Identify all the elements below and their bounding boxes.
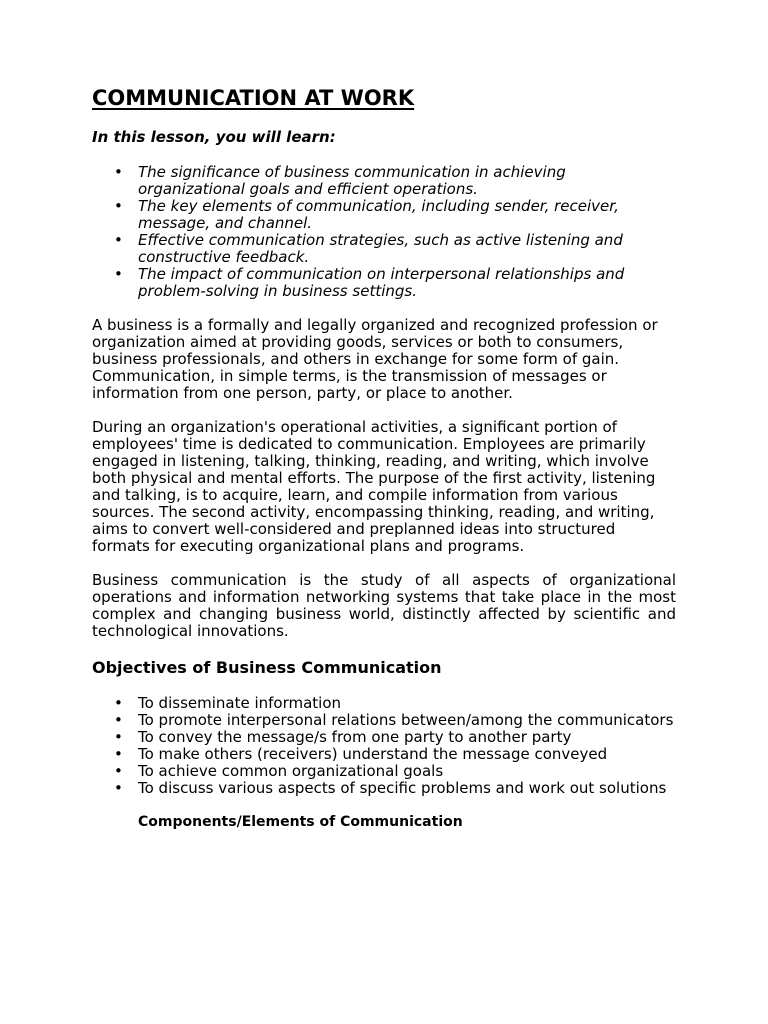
objectives-list (92, 695, 676, 797)
learning-objective-item: • The impact of communication on interpersonal relationships and problem-solving in business settings. (92, 266, 676, 300)
learning-objective-item: • Effective communication strategies, such as active listening and constructive feedback. (92, 232, 676, 266)
objectives-heading: Objectives of Business Communication (92, 658, 442, 677)
paragraph-business-communication: Business communication is the study of all aspects of organizational operations and information networking systems that take place in the most complex and changing business world, distinctly affected by scientific and technological innovations. (92, 571, 676, 640)
components-heading: Components/Elements of Communication (138, 814, 463, 830)
objective-item: • To make others (receivers) understand the message conveyed (92, 746, 676, 763)
objective-item: • To discuss various aspects of specific problems and work out solutions (92, 780, 676, 797)
lesson-intro: In this lesson, you will learn: (92, 128, 336, 146)
objective-item: • To achieve common organizational goals (92, 763, 676, 780)
document-page (92, 84, 676, 831)
learning-objective-item: • The significance of business communication in achieving organizational goals and efficient operations. (92, 164, 676, 198)
objective-item: • To disseminate information (92, 695, 676, 712)
learning-objective-item: • The key elements of communication, including sender, receiver, message, and channel. (92, 198, 676, 232)
objective-item: • To convey the message/s from one party to another party (92, 729, 676, 746)
objective-item: • To promote interpersonal relations between/among the communicators (92, 712, 676, 729)
paragraph-operational-activities: During an organization's operational activities, a significant portion of employees' time is dedicated to communication. Employees are primarily engaged in listening, talking, thinking, reading, and writing, which involve both physical and mental efforts. The purpose of the first activity, listening and talking, is to acquire, learn, and compile information from various sources. The second activity, encompassing thinking, reading, and writing, aims to convert well-considered and preplanned ideas into structured formats for executing organizational plans and programs. (92, 418, 656, 555)
paragraph-business-definition: A business is a formally and legally organized and recognized profession or organization aimed at providing goods, services or both to consumers, business professionals, and others in exchange for some form of gain. Communication, in simple terms, is the transmission of messages or information from one person, party, or place to another. (92, 316, 658, 402)
document-title: COMMUNICATION AT WORK (92, 86, 415, 110)
learning-objectives-list (92, 164, 676, 300)
